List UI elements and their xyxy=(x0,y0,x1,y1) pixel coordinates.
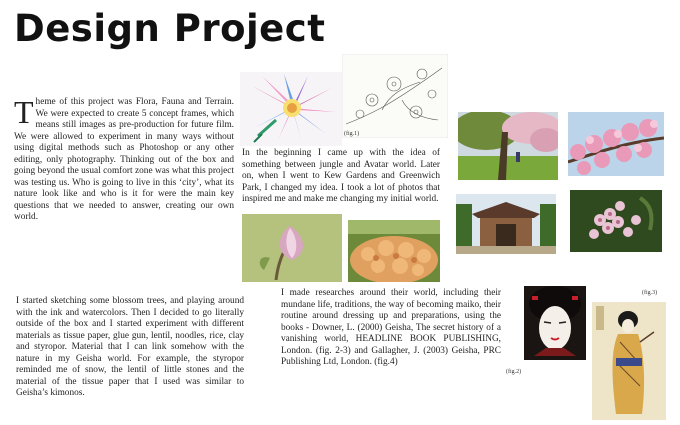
blossom-tree-park-image xyxy=(458,112,558,180)
research-paragraph: I made researches around their world, including their mundane life, traditions, the way of becoming maiko, their routine around dressing up and preparations, using the books - Downer, L. (2000) Geisha, The secret history of a vanishing world, HEADLINE BOOK PUBLISHING, London. (fig. 2-3) and Gallagher, J. (2003) Geisha, PRC Publishing Ltd, London. (fig.4) xyxy=(281,288,501,367)
geisha-woodblock-print-image xyxy=(592,302,666,420)
magnolia-bud-image xyxy=(242,214,342,282)
blossom-sketch-image xyxy=(342,54,448,138)
intro-text: heme of this project was Flora, Fauna and Terrain. We were expected to create 5 concept frames, which means still images as pre-production for future film. We were allowed to experiment in many ways without using digital methods such as Photoshop or any other editing, only photography. Thinking out of the box and going beyond the usual comfort zone was what this project was testing us. Who is going to live in this ‘city’, what its nature look like and who is it for were the main key questions that we needed to answer, creating our own world. xyxy=(14,97,234,222)
middle-paragraph: In the beginning I came up with the idea of something between jungle and Avatar world. Later on, when I went to Kew Gardens and Greenwich Park, I changed my idea. I took a lot of photos that inspired me and make me changing my initial world. xyxy=(242,148,440,204)
fig2-caption: (fig.2) xyxy=(506,369,522,375)
pink-flower-cluster-image xyxy=(570,190,662,252)
intro-paragraph xyxy=(14,94,234,224)
drop-cap: T xyxy=(14,94,34,130)
page-title: Design Project xyxy=(14,7,326,50)
sketching-paragraph: I started sketching some blossom trees, and playing around with the ink and watercolors. Then I decided to go literally outside of the box and I started experiment with different materials as tissue paper, glue gun, lentil, noodles, rice, clay and styropor. Material that I can link somehow with the nature in my Geisha world. For example, the styropor reminded me of snow, the lentil of little stones and the material of the tissue paper that I used was similar to Geisha’s kimonos. xyxy=(16,296,244,398)
fig1-caption: (fig.1) xyxy=(344,131,360,137)
fig3-caption: (fig.3) xyxy=(642,290,658,296)
orange-shrub-image xyxy=(348,220,440,282)
geisha-portrait-image xyxy=(524,286,586,360)
pink-blossom-branch-image xyxy=(568,112,664,176)
flower-watercolor-image xyxy=(240,72,342,146)
japanese-gateway-image xyxy=(456,194,556,254)
